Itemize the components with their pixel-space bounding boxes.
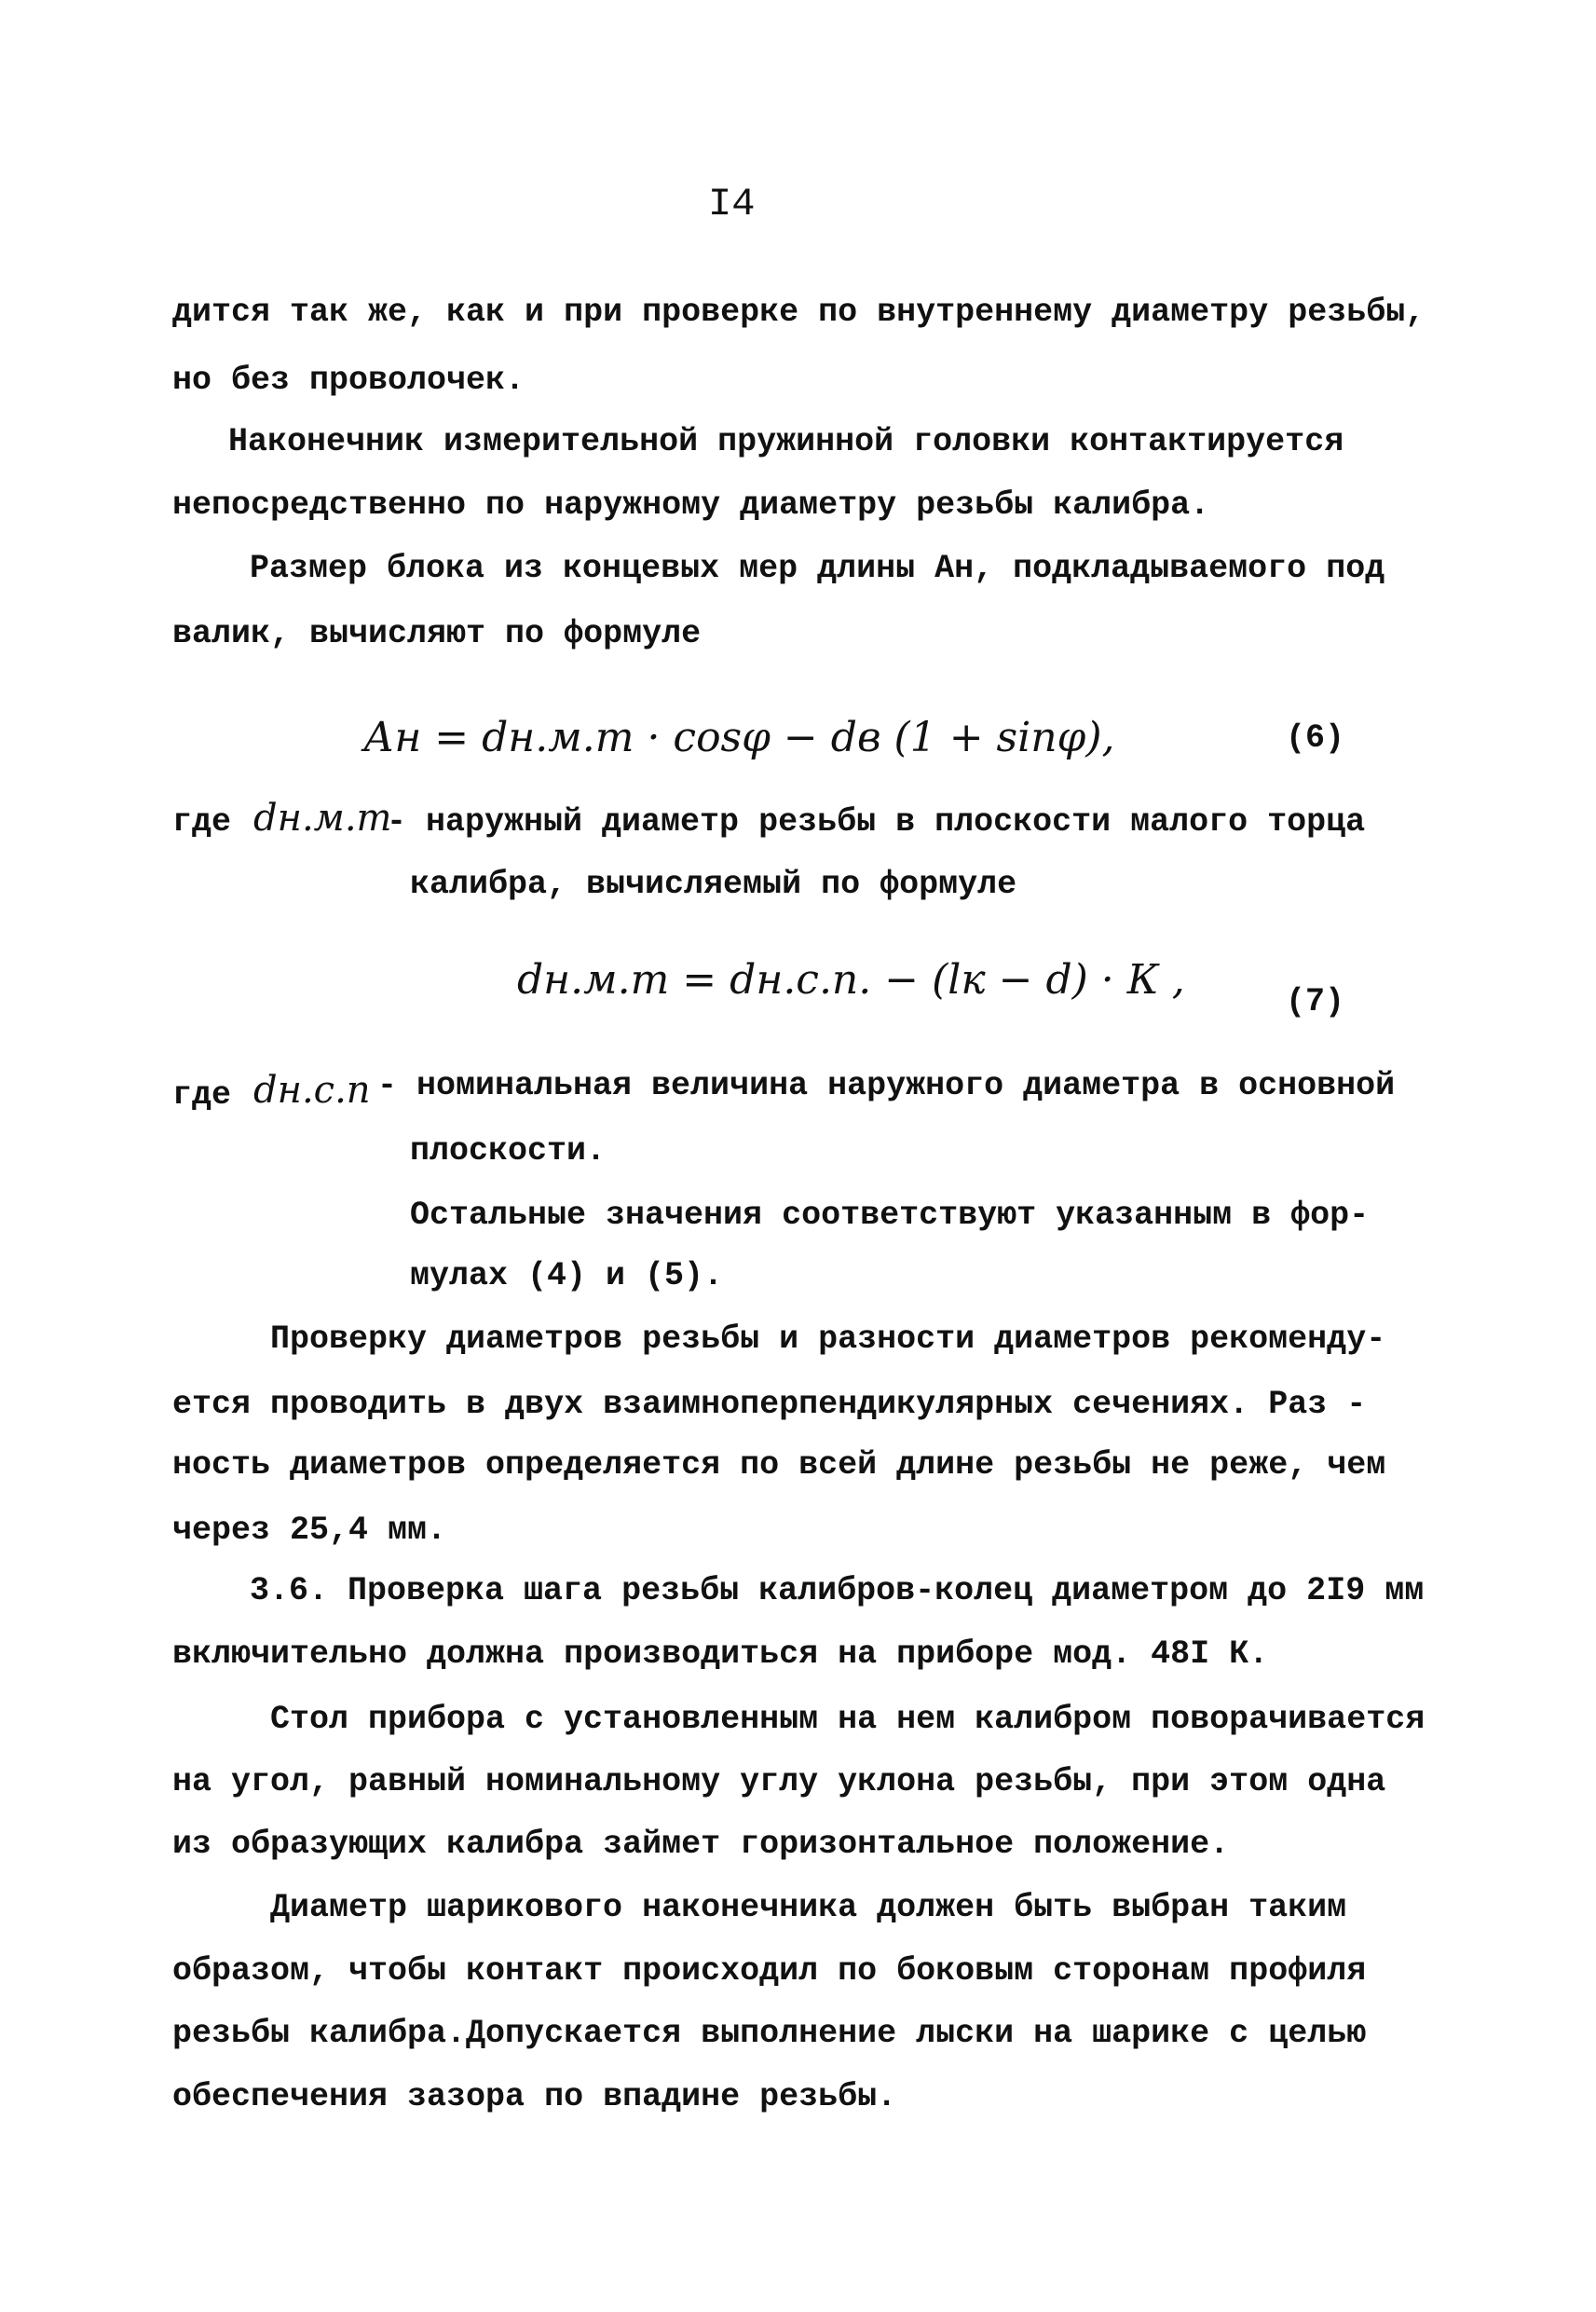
where-label: где (172, 1076, 232, 1114)
text-line: Диаметр шарикового наконечника должен быть выбран таким (270, 1889, 1347, 1926)
text-line: Наконечник измерительной пружинной головки контактируется (228, 423, 1344, 460)
equation-number-7: (7) (1286, 983, 1345, 1020)
text-line: ность диаметров определяется по всей длине резьбы не реже, чем (172, 1446, 1386, 1484)
text-line: ется проводить в двух взаимноперпендикулярных сечениях. Раз - (172, 1386, 1367, 1423)
text-line: - наружный диаметр резьбы в плоскости малого торца (387, 803, 1366, 841)
page-number: I4 (708, 182, 756, 226)
text-line: мулах (4) и (5). (410, 1257, 724, 1294)
text-line: резьбы калибра.Допускается выполнение лыски на шарике с целью (172, 2015, 1367, 2052)
text-line: через 25,4 мм. (172, 1512, 447, 1549)
text-line: образом, чтобы контакт происходил по боковым сторонам профиля (172, 1952, 1367, 1990)
text-line: Размер блока из концевых мер длины Ан, подкладываемого под (250, 550, 1385, 587)
formula-7: dн.м.т = dн.с.п. − (lк − d) · К , (517, 956, 1185, 1004)
text-line: Стол прибора с установленным на нем калибром поворачивается (270, 1701, 1425, 1738)
text-line: Проверку диаметров резьбы и разности диаметров рекоменду- (270, 1320, 1386, 1358)
text-line: 3.6. Проверка шага резьбы калибров-колец диаметром до 2I9 мм (250, 1572, 1425, 1609)
text-line: непосредственно по наружному диаметру резьбы калибра. (172, 486, 1210, 524)
equation-number-6: (6) (1286, 719, 1345, 757)
text-line: - номинальная величина наружного диаметра в основной (377, 1067, 1396, 1104)
text-line: на угол, равный номинальному углу уклона резьбы, при этом одна (172, 1763, 1386, 1800)
where-label: где (172, 803, 232, 841)
formula-6: Ан = dн.м.т · cosφ − dв (1 + sinφ), (363, 714, 1115, 761)
text-line: плоскости. (410, 1132, 607, 1170)
variable-d-nsp: dн.с.п (253, 1069, 371, 1112)
text-line: включительно должна производиться на приборе мод. 48I К. (172, 1635, 1269, 1673)
text-line: дится так же, как и при проверке по внутреннему диаметру резьбы, (172, 294, 1425, 331)
text-line: валик, вычисляют по формуле (172, 615, 702, 652)
text-line: из образующих калибра займет горизонтальное положение. (172, 1826, 1230, 1863)
text-line: Остальные значения соответствуют указанным в фор- (410, 1197, 1370, 1234)
text-line: обеспечения зазора по впадине резьбы. (172, 2078, 897, 2115)
variable-d-nmt: dн.м.т (253, 797, 392, 840)
text-line: но без проволочек. (172, 362, 525, 399)
text-line: калибра, вычисляемый по формуле (410, 866, 1017, 903)
